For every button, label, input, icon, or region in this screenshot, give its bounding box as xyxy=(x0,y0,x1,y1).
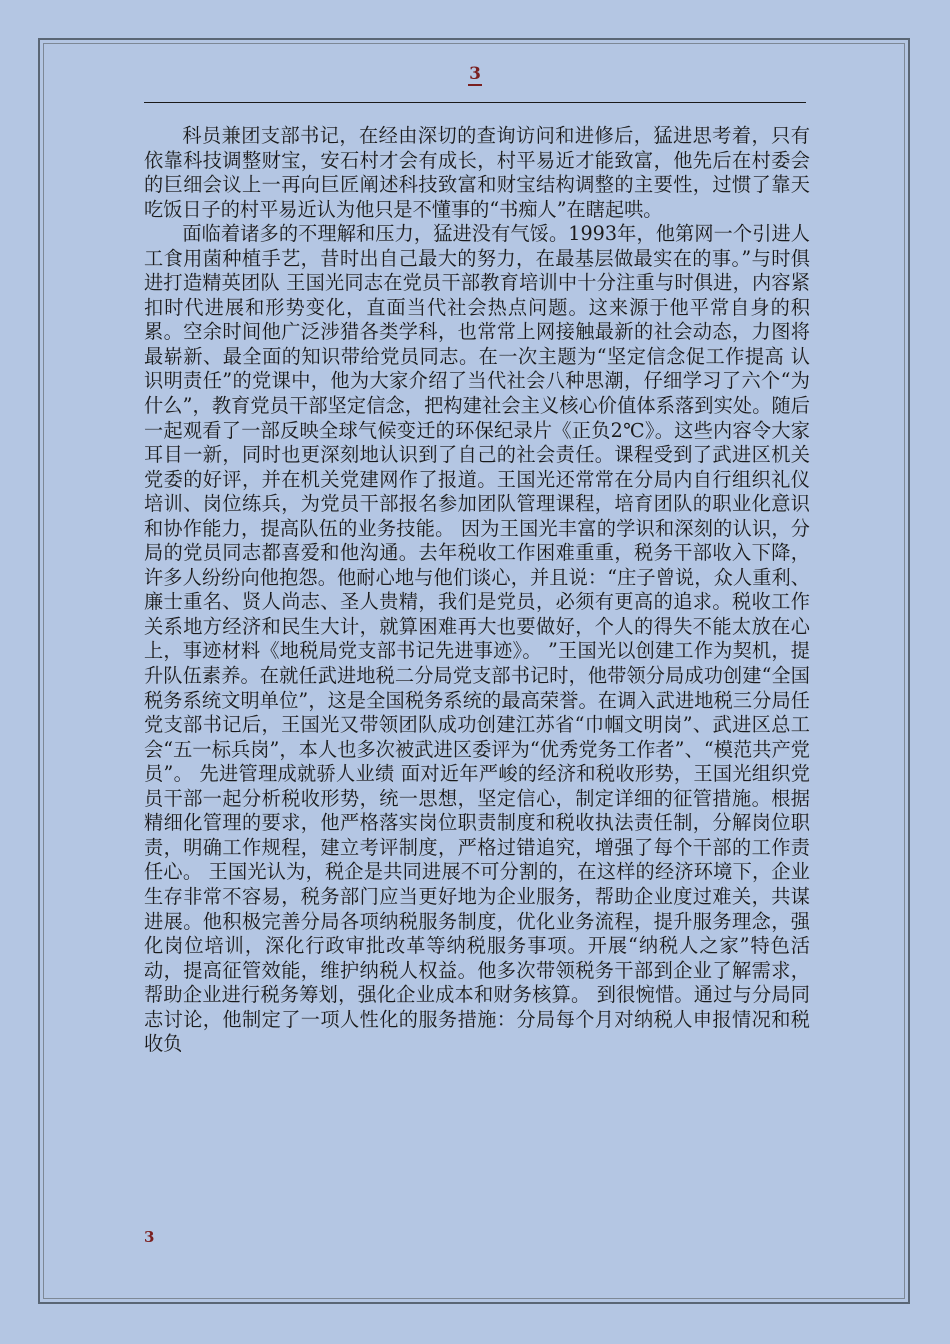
header-page-number xyxy=(0,64,950,86)
footer-page-number: 3 xyxy=(144,1228,155,1246)
paragraph: 面临着诸多的不理解和压力，猛进没有气馁。1993年，他第网一个引进人工食用菌种植手艺，昔时出自己最大的努力，在最基层做最实在的事。”与时俱进打造精英团队 王国光同志在党员干部教育培训中十分注重与时俱进，内容紧扣时代进展和形势变化，直面当代社会热点问题。这来源于他平常自身的积累。空余时间他广泛涉猎各类学科，也常常上网接触最新的社会动态，力图将最崭新、最全面的知识带给党员同志。在一次主题为“坚定信念促工作提高 认识明责任”的党课中，他为大家介绍了当代社会八种思潮，仔细学习了六个“为什么”，教育党员干部坚定信念，把构建社会主义核心价值体系落到实处。随后一起观看了一部反映全球气候变迁的环保纪录片《正负2℃》。这些内容令大家耳目一新，同时也更深刻地认识到了自己的社会责任。课程受到了武进区机关党委的好评，并在机关党建网作了报道。王国光还常常在分局内自行组织礼仪培训、岗位练兵，为党员干部报名参加团队管理课程，培育团队的职业化意识和协作能力，提高队伍的业务技能。 因为王国光丰富的学识和深刻的认识，分局的党员同志都喜爱和他沟通。去年税收工作困难重重，税务干部收入下降，许多人纷纷向他抱怨。他耐心地与他们谈心，并且说：“庄子曾说，众人重利、廉士重名、贤人尚志、圣人贵精，我们是党员，必须有更高的追求。税收工作关系地方经济和民生大计，就算困难再大也要做好，个人的得失不能太放在心上，事迹材料《地税局党支部书记先进事迹》。 ”王国光以创建工作为契机，提升队伍素养。在就任武进地税二分局党支部书记时，他带领分局成功创建“全国税务系统文明单位”，这是全国税务系统的最高荣誉。在调入武进地税三分局任党支部书记后，王国光又带领团队成功创建江苏省“巾帼文明岗”、武进区总工会“五一标兵岗”，本人也多次被武进区委评为“优秀党务工作者”、“模范共产党员”。 先进管理成就骄人业绩 面对近年严峻的经济和税收形势，王国光组织党员干部一起分析税收形势，统一思想，坚定信心，制定详细的征管措施。根据精细化管理的要求，他严格落实岗位职责制度和税收执法责任制，分解岗位职责，明确工作规程，建立考评制度，严格过错追究，增强了每个干部的工作责任心。 王国光认为，税企是共同进展不可分割的，在这样的经济环境下，企业生存非常不容易，税务部门应当更好地为企业服务，帮助企业度过难关，共谋进展。他积极完善分局各项纳税服务制度，优化业务流程，提升服务理念，强化岗位培训，深化行政审批改革等纳税服务事项。开展“纳税人之家”特色活动，提高征管效能，维护纳税人权益。他多次带领税务干部到企业了解需求，帮助企业进行税务筹划，强化企业成本和财务核算。 到很惋惜。通过与分局同志讨论，他制定了一项人性化的服务措施：分局每个月对纳税人申报情况和税收负 xyxy=(144,222,810,1056)
header-page-number-text: 3 xyxy=(469,64,481,84)
header-divider xyxy=(144,102,806,103)
paragraph: 科员兼团支部书记，在经由深切的查询访问和进修后，猛进思考着，只有依靠科技调整财宝，安石村才会有成长，村平易近才能致富，他先后在村委会的巨细会议上一再向巨匠阐述科技致富和财宝结构调整的主要性，过惯了靠天吃饭日子的村平易近认为他只是不懂事的“书痴人”在瞎起哄。 xyxy=(144,124,810,221)
document-body xyxy=(144,124,810,1057)
